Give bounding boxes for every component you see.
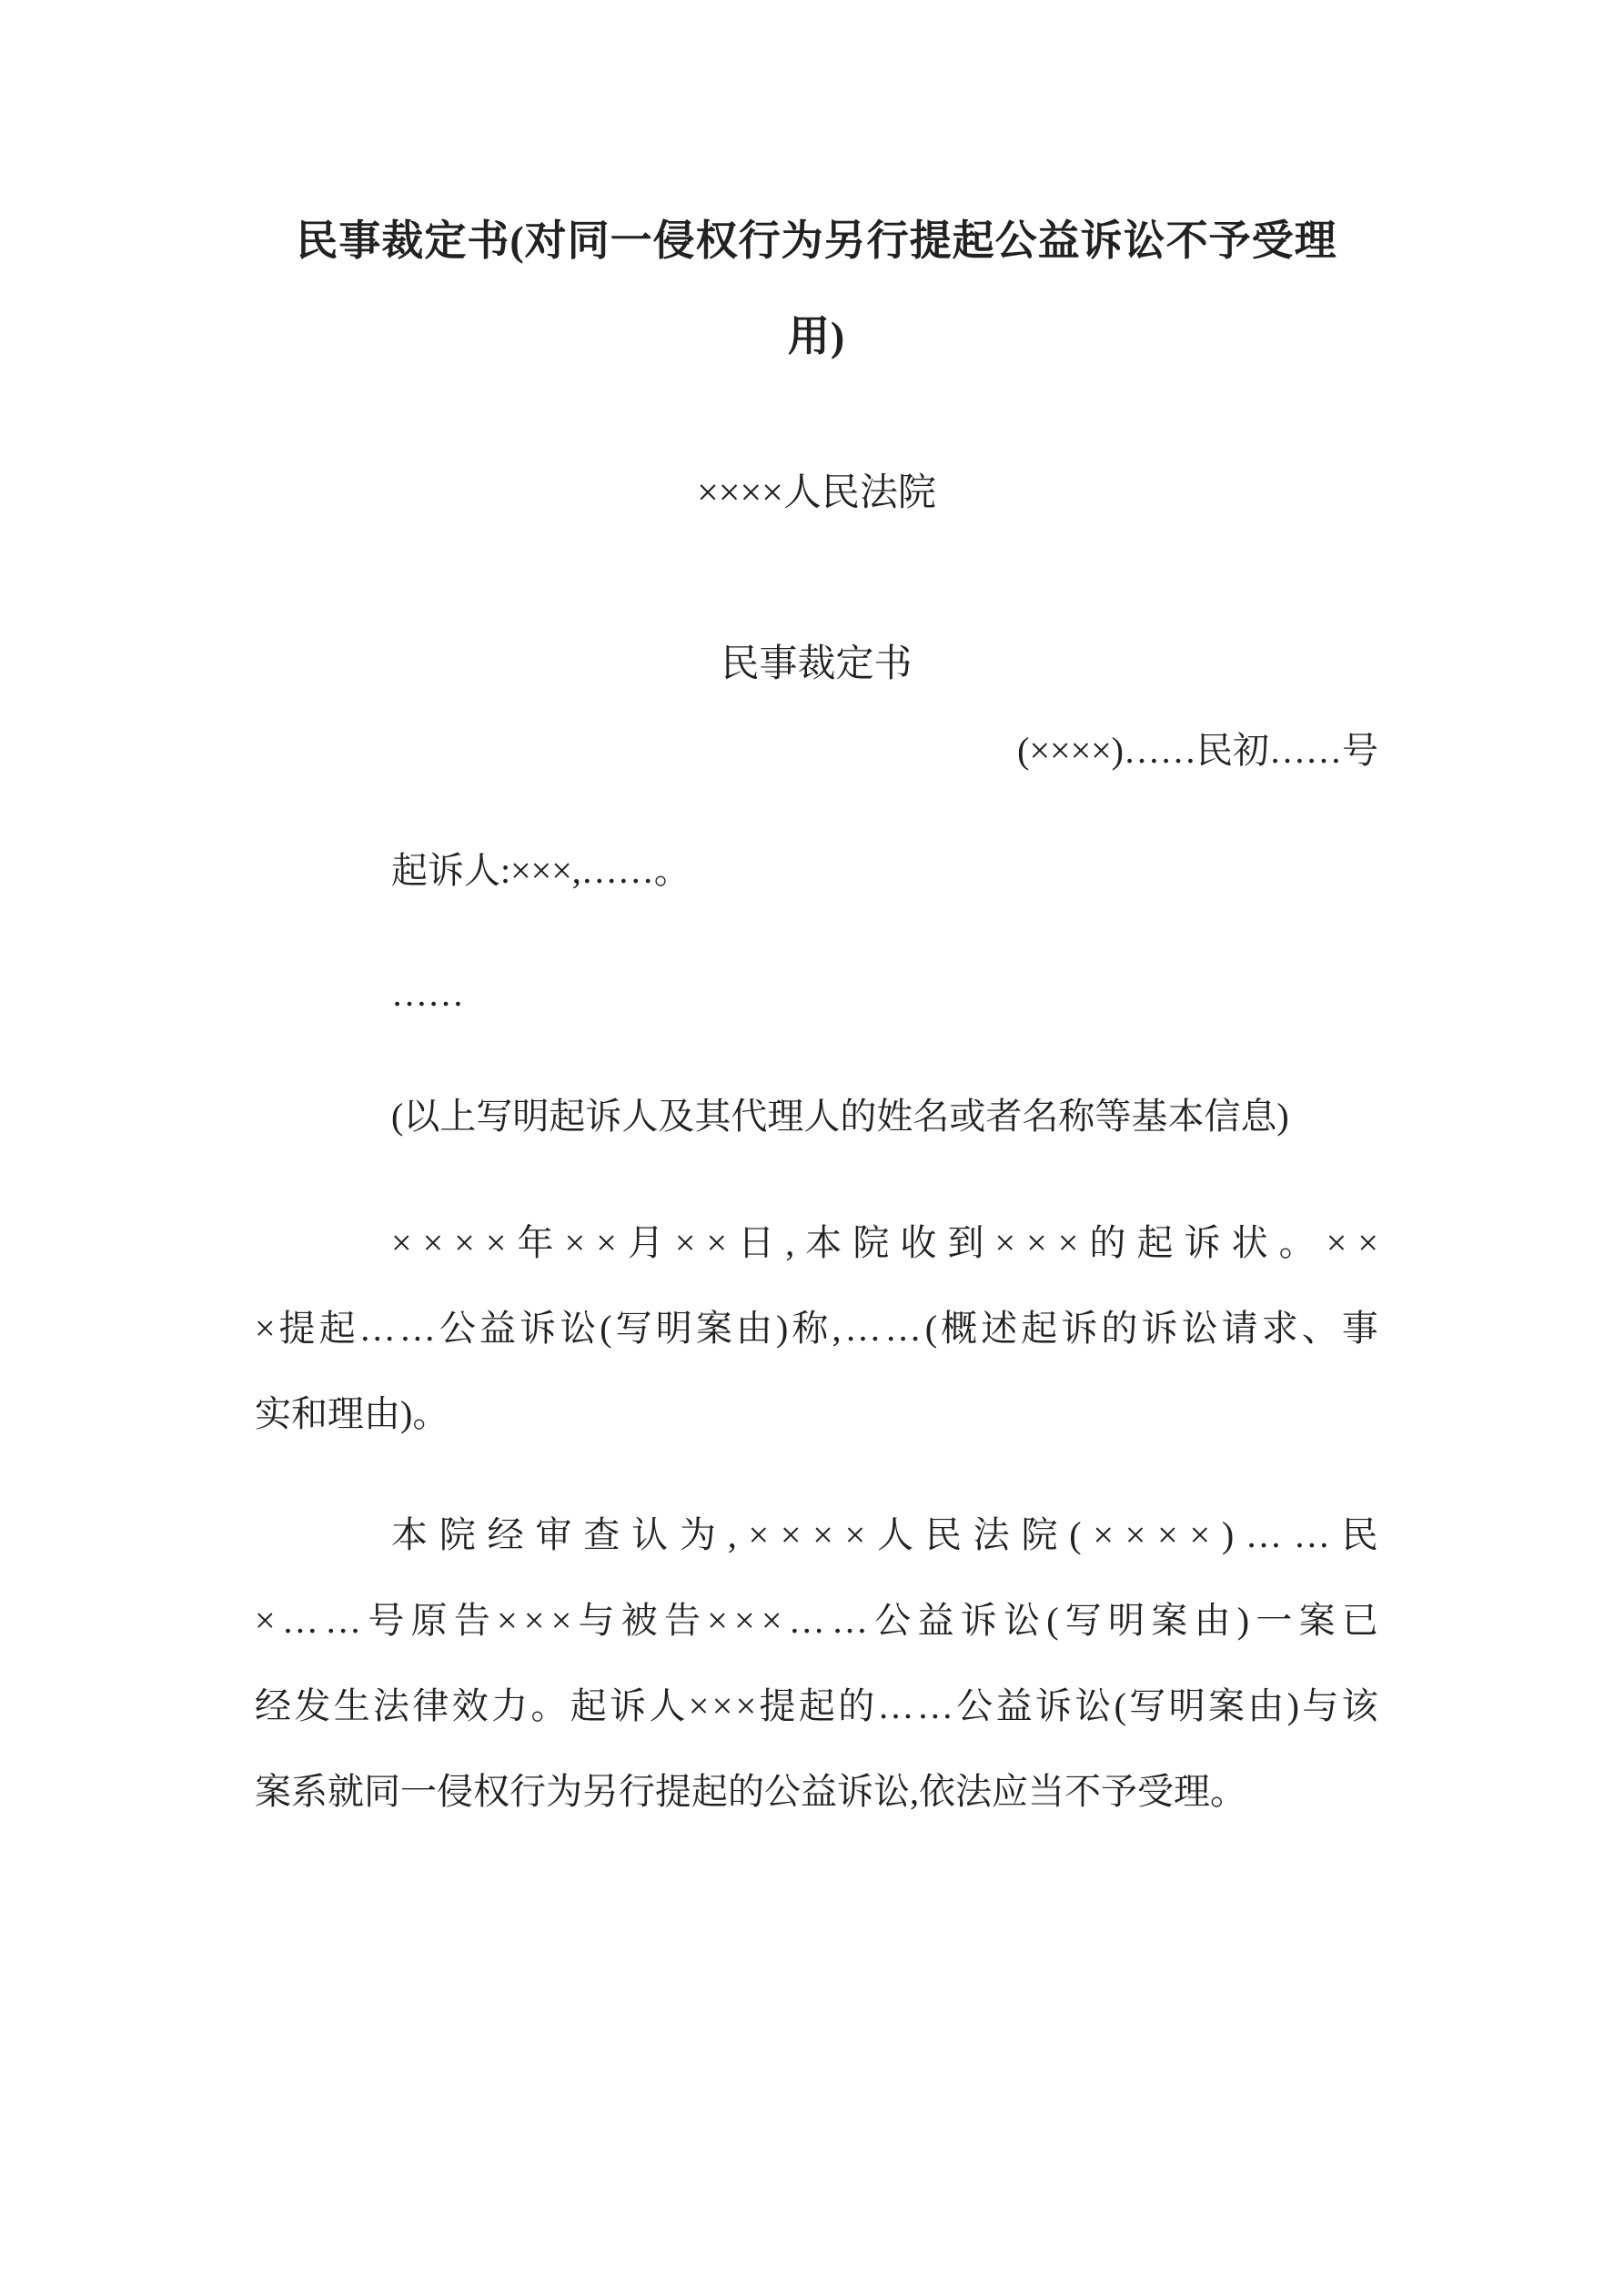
document-title-line-2: 用) (787, 313, 846, 359)
court-name: ××××人民法院 (697, 472, 936, 514)
paragraph-review-opinion (255, 1492, 1378, 1835)
paragraph-filing-line-3: 实和理由)。 (255, 1393, 449, 1434)
paragraph-filing-line-2: × 提 起 … … 公 益 诉 讼 ( 写 明 案 由 ) 称 , … … ( 概 述 起 诉 的 诉 讼 请 求 、 事 (255, 1308, 1378, 1349)
ellipsis-placeholder-line: …… (391, 973, 464, 1014)
paragraph-filing (255, 1200, 1378, 1457)
paragraph-review-line-1: 本 院 经 审 查 认 为 , × × × × 人 民 法 院 ( × × × × ) … … 民 (391, 1514, 1378, 1555)
paragraph-review-line-3: 经 发 生 法 律 效 力 。 起 诉 人 × × × 提 起 的 … … 公 益 诉 讼 ( 写 明 案 由 ) 与 该 (255, 1685, 1378, 1726)
paragraph-review-line-2: × … … 号 原 告 × × × 与 被 告 × × × … … 公 益 诉 讼 ( 写 明 案 由 ) 一 案 已 (255, 1600, 1378, 1641)
plaintiff-line: 起诉人:×××,……。 (391, 850, 691, 891)
paragraph-filing-line-1: × × × × 年 × × 月 × × 日 , 本 院 收 到 × × × 的 起 诉 状 。 × × (391, 1222, 1378, 1263)
document-title-line-1: 民事裁定书(对同一侵权行为另行提起公益诉讼不予受理 (296, 217, 1337, 264)
paragraph-review-line-4: 案系就同一侵权行为另行提起的公益诉讼,依法应当不予受理。 (255, 1771, 1246, 1812)
case-number: (××××)……民初……号 (1017, 730, 1378, 771)
document-type-heading: 民事裁定书 (721, 643, 913, 685)
instruction-note-line: (以上写明起诉人及其代理人的姓名或者名称等基本信息) (391, 1096, 1289, 1137)
document-title (255, 193, 1378, 384)
